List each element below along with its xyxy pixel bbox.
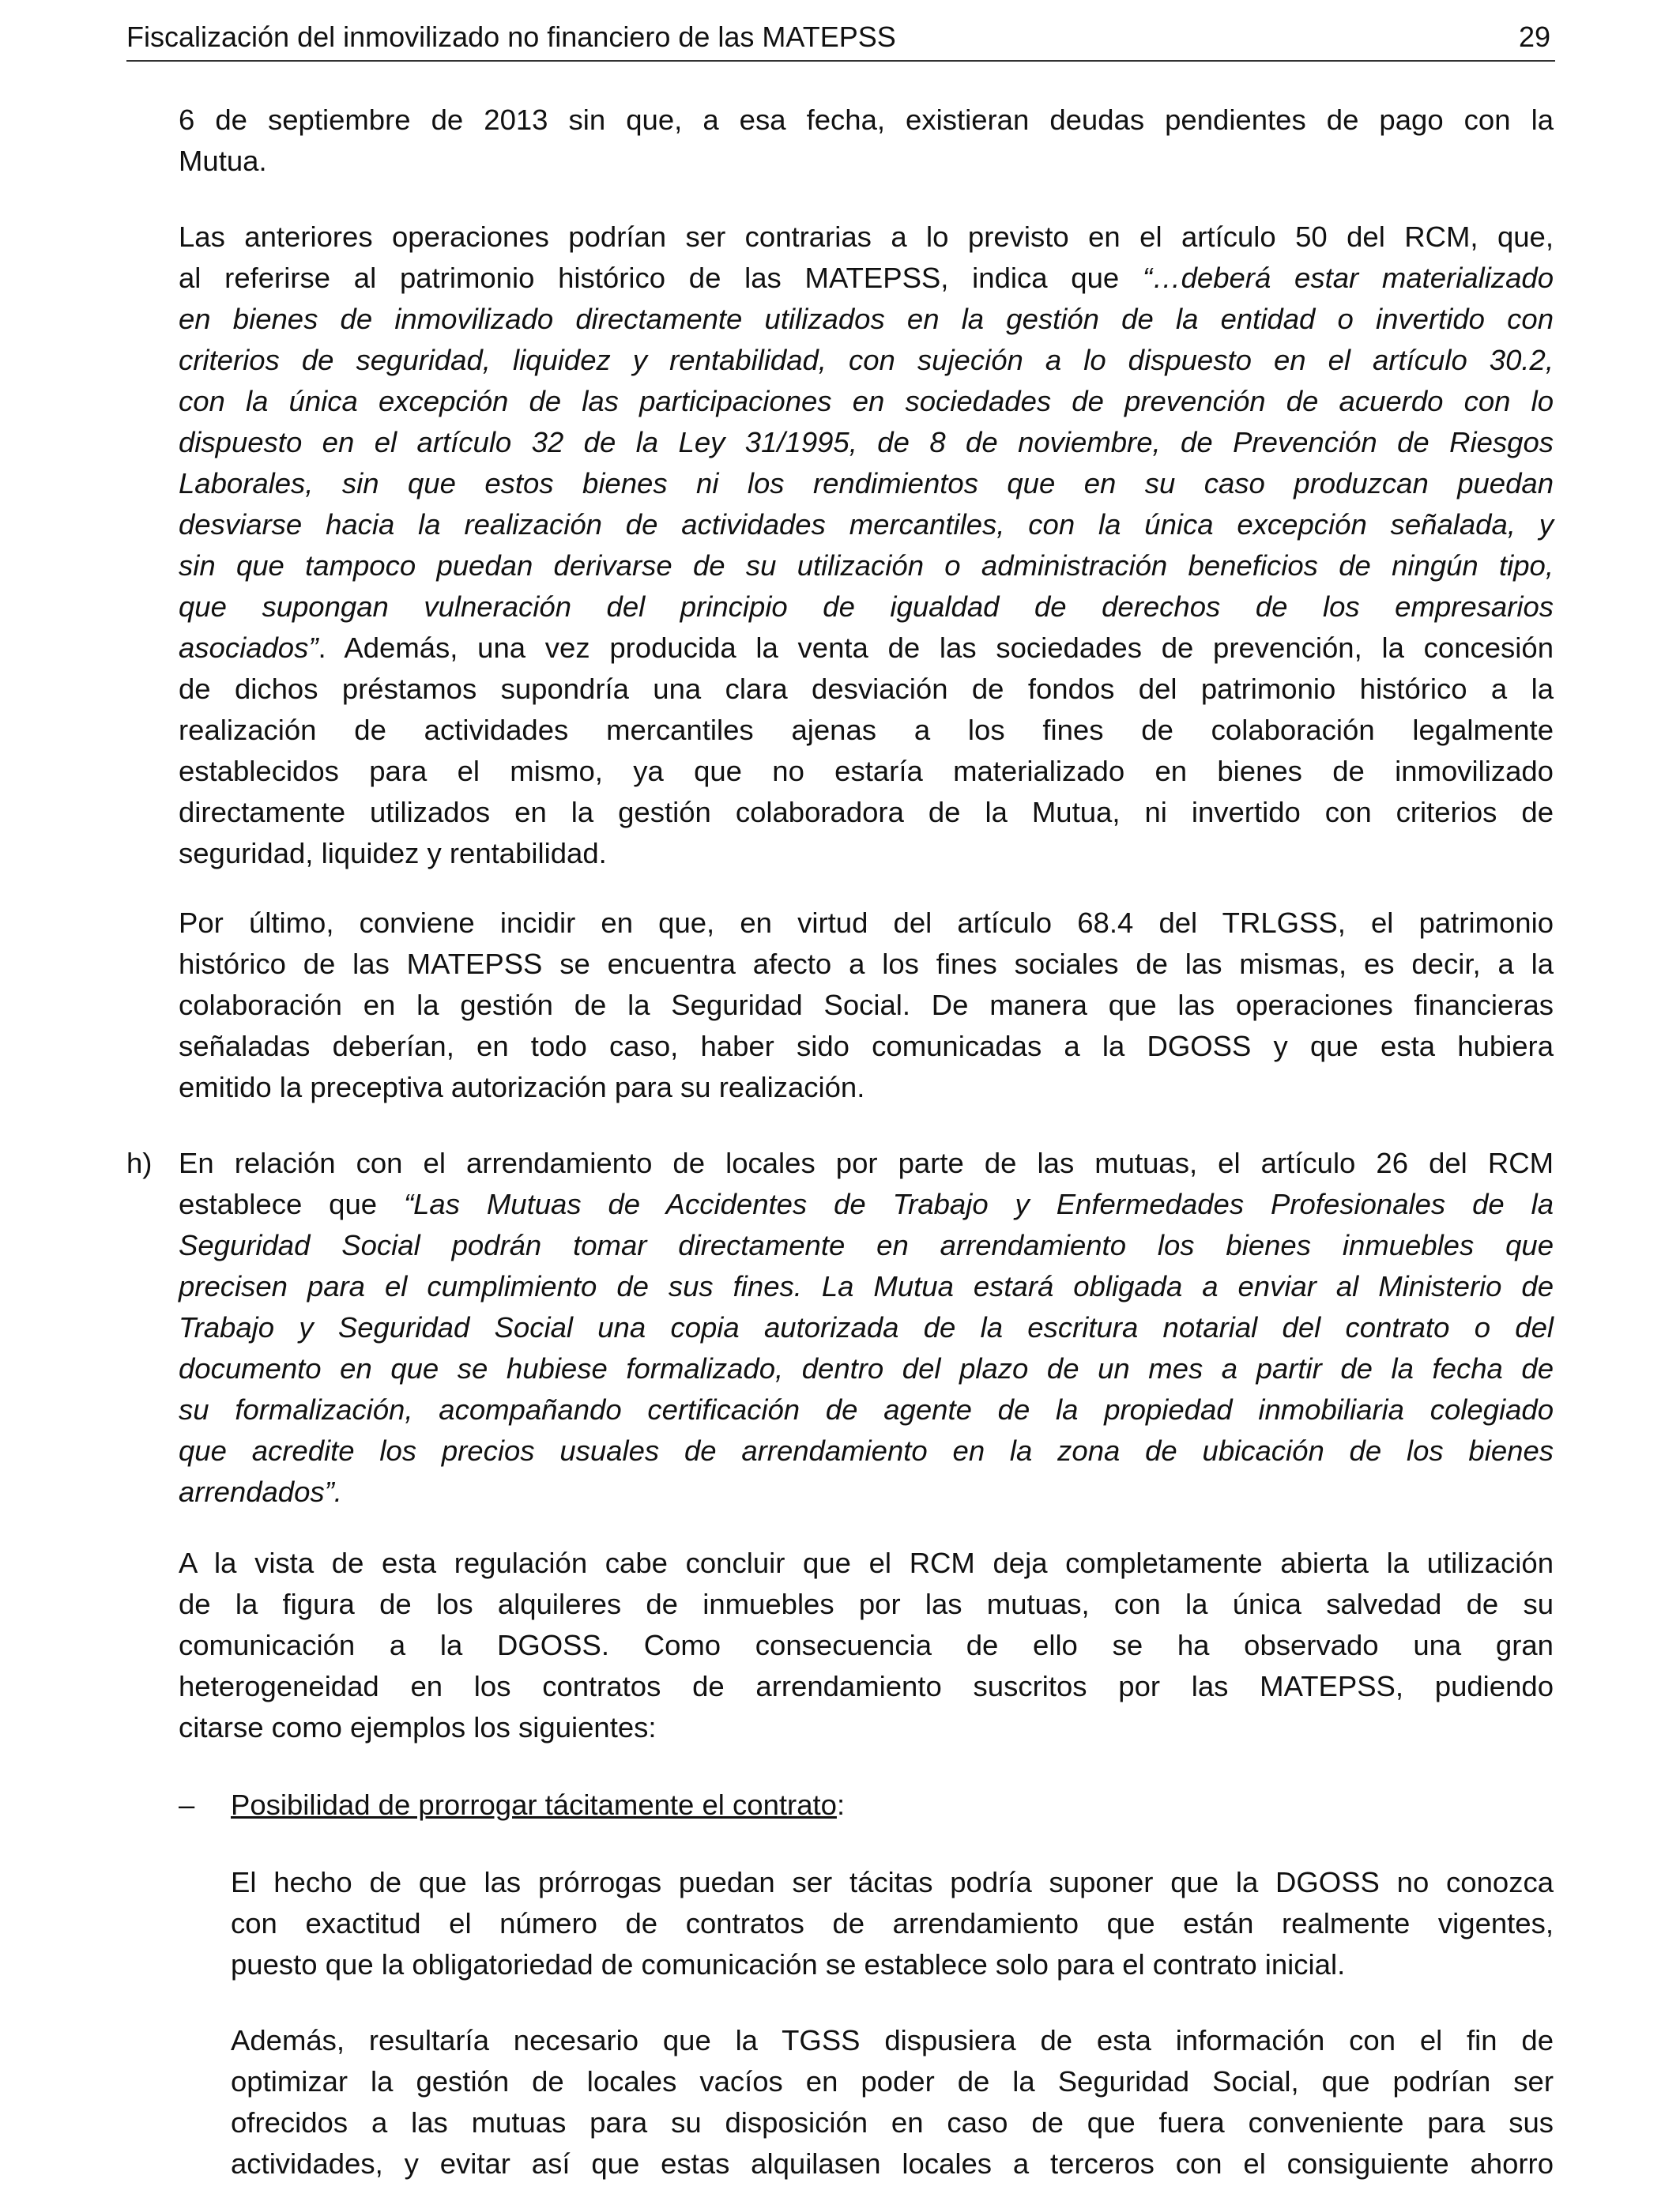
text-line: El hecho de que las prórrogas puedan ser tácitas podría suponer que la DGOSS no conozca xyxy=(231,1866,1554,1898)
text-line: ofrecidos a las mutuas para su disposición en caso de que fuera conveniente para sus xyxy=(231,2106,1554,2139)
paragraph-tacit-extensions xyxy=(231,1862,1554,1985)
text-line: realización de actividades mercantiles ajenas a los fines de colaboración legalmente xyxy=(179,714,1554,746)
quote-line: Seguridad Social podrán tomar directamente en arrendamiento los bienes inmuebles que xyxy=(179,1229,1554,1261)
text-line: 6 de septiembre de 2013 sin que, a esa fecha, existieran deudas pendientes de pago con la xyxy=(179,104,1554,136)
text-line: A la vista de esta regulación cabe concluir que el RCM deja completamente abierta la utilización xyxy=(179,1547,1554,1579)
quote-line: criterios de seguridad, liquidez y rentabilidad, con sujeción a lo dispuesto en el artículo 30.2, xyxy=(179,344,1554,376)
paragraph-continuation xyxy=(179,100,1554,182)
text-line: Por último, conviene incidir en que, en virtud del artículo 68.4 del TRLGSS, el patrimonio xyxy=(179,907,1554,939)
text-line: Las anteriores operaciones podrían ser contrarias a lo previsto en el artículo 50 del RCM, que, xyxy=(179,221,1554,253)
quote-line: con la única excepción de las participaciones en sociedades de prevención de acuerdo con lo xyxy=(179,385,1554,417)
text-line xyxy=(179,628,1554,669)
text-line: heterogeneidad en los contratos de arrendamiento suscritos por las MATEPSS, pudiendo xyxy=(179,1670,1554,1702)
text-line: histórico de las MATEPSS se encuentra afecto a los fines sociales de las mismas, es decir, a la xyxy=(179,948,1554,980)
quote-line: sin que tampoco puedan derivarse de su utilización o administración beneficios de ningún tipo, xyxy=(179,549,1554,582)
paragraph-trlgss xyxy=(179,903,1554,1108)
text-line: de dichos préstamos supondría una clara desviación de fondos del patrimonio histórico a la xyxy=(179,673,1554,705)
text-run: . Además, una vez producida la venta de las sociedades de prevención, la concesión xyxy=(318,631,1554,664)
text-line: con exactitud el número de contratos de arrendamiento que están realmente vigentes, xyxy=(231,1907,1554,1940)
list-marker: h) xyxy=(126,1147,153,1179)
quote-line: Trabajo y Seguridad Social una copia autorizada de la escritura notarial del contrato o del xyxy=(179,1311,1554,1344)
bullet-dash: – xyxy=(179,1789,195,1821)
text-line: seguridad, liquidez y rentabilidad. xyxy=(179,837,607,869)
text-line: Mutua. xyxy=(179,145,267,177)
quote-line: que acredite los precios usuales de arrendamiento en la zona de ubicación de los bienes xyxy=(179,1434,1554,1467)
text-line: colaboración en la gestión de la Seguridad Social. De manera que las operaciones financieras xyxy=(179,989,1554,1021)
bullet-title: Posibilidad de prorrogar tácitamente el contrato xyxy=(231,1789,837,1821)
text-line: establecidos para el mismo, ya que no estaría materializado en bienes de inmovilizado xyxy=(179,755,1554,787)
text-line: En relación con el arrendamiento de locales por parte de las mutuas, el artículo 26 del RCM xyxy=(179,1147,1554,1179)
text-line: de la figura de los alquileres de inmuebles por las mutuas, con la única salvedad de su xyxy=(179,1588,1554,1620)
text-line xyxy=(179,258,1554,299)
text-line: citarse como ejemplos los siguientes: xyxy=(179,1711,657,1744)
text-line xyxy=(179,1184,1554,1225)
text-line: emitido la preceptiva autorización para su realización. xyxy=(179,1071,865,1103)
page-number: 29 xyxy=(1518,21,1550,53)
quote-line: arrendados”. xyxy=(179,1476,342,1508)
quote-run: asociados” xyxy=(179,631,318,664)
quote-line: que supongan vulneración del principio de igualdad de derechos de los empresarios xyxy=(179,590,1554,623)
text-run: establece que xyxy=(179,1188,404,1220)
text-line xyxy=(231,1785,1554,1826)
paragraph-rcm-article-50 xyxy=(179,217,1554,874)
paragraph-item-h xyxy=(179,1143,1554,1513)
quote-line: Laborales, sin que estos bienes ni los rendimientos que en su caso produzcan puedan xyxy=(179,467,1554,499)
header-title: Fiscalización del inmovilizado no financiero de las MATEPSS xyxy=(126,21,896,53)
text-line: puesto que la obligatoriedad de comunicación se establece solo para el contrato inicial. xyxy=(231,1948,1346,1981)
text-line: Además, resultaría necesario que la TGSS dispusiera de esta información con el fin de xyxy=(231,2024,1554,2056)
text-run: al referirse al patrimonio histórico de las MATEPSS, indica que xyxy=(179,262,1143,294)
quote-line: desviarse hacia la realización de actividades mercantiles, con la única excepción señalada, y xyxy=(179,508,1554,541)
paragraph-tgss-information xyxy=(231,2020,1554,2185)
text-line: directamente utilizados en la gestión colaboradora de la Mutua, ni invertido con criterios de xyxy=(179,796,1554,828)
text-line: actividades, y evitar así que estas alquilasen locales a terceros con el consiguiente ahorro xyxy=(231,2147,1554,2180)
text-run: : xyxy=(836,1789,846,1821)
quote-line: documento en que se hubiese formalizado, dentro del plazo de un mes a partir de la fecha de xyxy=(179,1352,1554,1385)
text-line: señaladas deberían, en todo caso, haber sido comunicadas a la DGOSS y que esta hubiera xyxy=(179,1030,1554,1062)
quote-line: su formalización, acompañando certificación de agente de la propiedad inmobiliaria colegiado xyxy=(179,1393,1554,1426)
quote-run: “…deberá estar materializado xyxy=(1142,262,1554,294)
paragraph-regulation-conclusion xyxy=(179,1543,1554,1748)
page-header xyxy=(126,14,1555,62)
bullet-heading xyxy=(231,1785,1554,1826)
quote-run: “Las Mutuas de Accidentes de Trabajo y Enfermedades Profesionales de la xyxy=(403,1188,1554,1220)
text-line: optimizar la gestión de locales vacíos en poder de la Seguridad Social, que podrían ser xyxy=(231,2065,1554,2098)
quote-line: en bienes de inmovilizado directamente utilizados en la gestión de la entidad o invertido con xyxy=(179,303,1554,335)
quote-line: precisen para el cumplimiento de sus fines. La Mutua estará obligada a enviar al Ministerio de xyxy=(179,1270,1554,1302)
quote-line: dispuesto en el artículo 32 de la Ley 31/1995, de 8 de noviembre, de Prevención de Riesgos xyxy=(179,426,1554,458)
text-line: comunicación a la DGOSS. Como consecuencia de ello se ha observado una gran xyxy=(179,1629,1554,1661)
